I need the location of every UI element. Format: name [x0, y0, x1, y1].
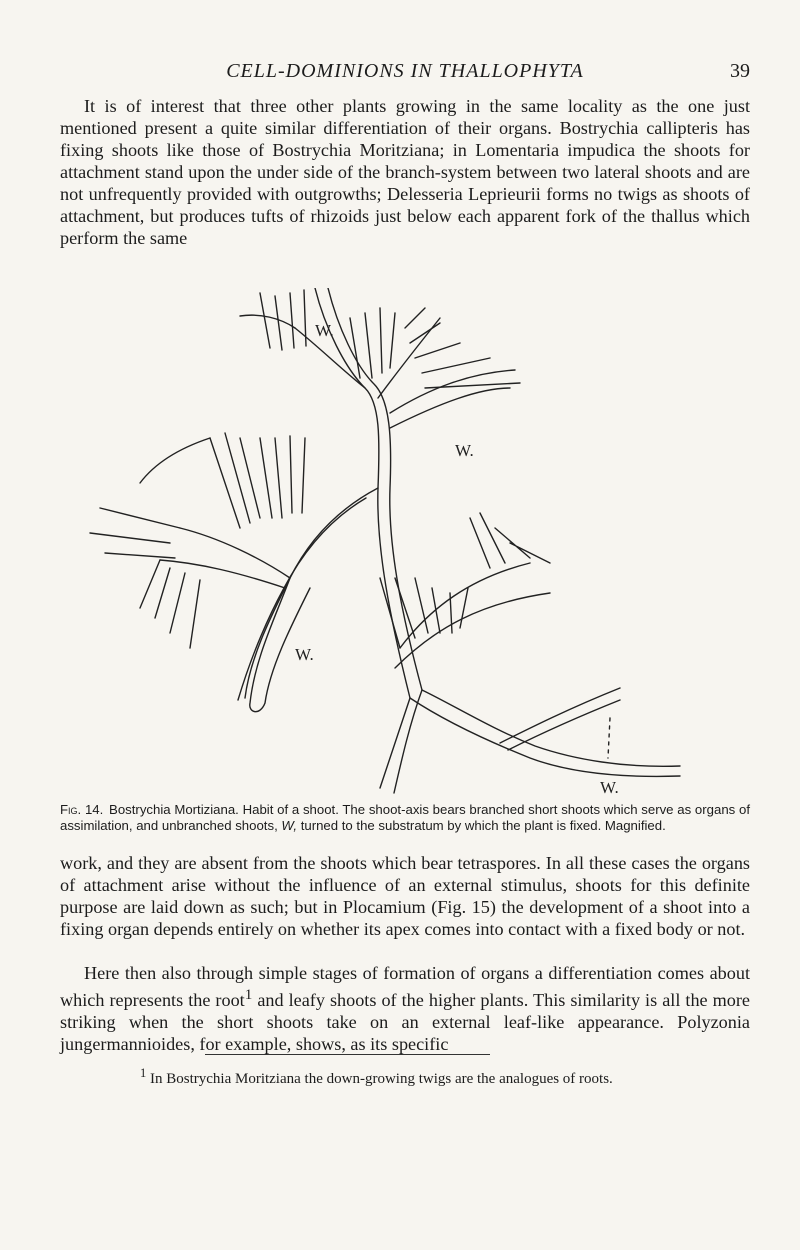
caption-label: Fig. 14. — [60, 802, 104, 817]
paragraph-2: work, and they are absent from the shoots which bear tetraspores. In all these cases the organs of attachment arise without the influence of an external stimulus, shoots for this definite purpose are laid down as such; but in Plocamium (Fig. 15) the development of a shoot into a fixing organ depends entirely on whether its apex comes into contact with a fixed body or not. — [60, 853, 750, 939]
figure-label-w-top-right: W. — [455, 441, 474, 460]
caption-text-after: turned to the substratum by which the plant is fixed. Magnified. — [297, 818, 666, 833]
lower-right-branch — [410, 698, 680, 776]
caption-italic: W, — [281, 818, 298, 833]
paragraph-1: It is of interest that three other plants growing in the same locality as the one just mentioned present a quite similar differentiation of their organs. Bostrychia callipteris has fixing shoots like those of Bostrychia Moritziana; in Lomentaria impudica the shoots for attachment stand upon the under side of the branch-system between two lateral shoots and are not unfrequently provided with outgrowths; Delesseria Leprieurii forms no twigs as shoots of attachment, but produces tufts of rhizoids just below each apparent fork of the thallus which perform the same — [60, 96, 750, 248]
bostrychia-drawing — [60, 288, 750, 796]
footnote-text: In Bostrychia Moritziana the down-growing twigs are the analogues of roots. — [146, 1071, 613, 1087]
footnote — [60, 1064, 750, 1088]
main-axis — [315, 288, 410, 698]
paragraph-3 — [60, 962, 750, 1055]
page-header — [60, 60, 750, 90]
footnote-marker: 1 — [140, 1066, 147, 1080]
paragraph-3-start: Here then also through simple stages of formation of organs a differentiation comes about which represents the root — [60, 963, 750, 1011]
page-number: 39 — [730, 60, 750, 82]
footnote-divider — [205, 1054, 490, 1055]
paragraph-3-end: and leafy shoots of the higher plants. This similarity is all the more striking when the short shoots take on an external leaf-like appearance. Polyzonia jungermannioides, for example, shows, as its specific — [60, 990, 750, 1055]
footnote-reference: 1 — [244, 986, 253, 1003]
running-head: CELL-DOMINIONS IN THALLOPHYTA — [226, 60, 584, 82]
figure-caption — [60, 802, 750, 834]
figure-14-illustration — [60, 288, 750, 796]
left-branch — [245, 488, 378, 698]
figure-label-w-middle-left: W. — [295, 645, 314, 664]
caption-text: Bostrychia Mortiziana. Habit of a shoot. The shoot-axis bears branched short shoots which serve as organs of assimilation, and unbranched shoots, — [60, 802, 750, 833]
figure-label-w-bottom: W. — [600, 778, 619, 796]
figure-label-w-top-left: W. — [315, 321, 334, 340]
